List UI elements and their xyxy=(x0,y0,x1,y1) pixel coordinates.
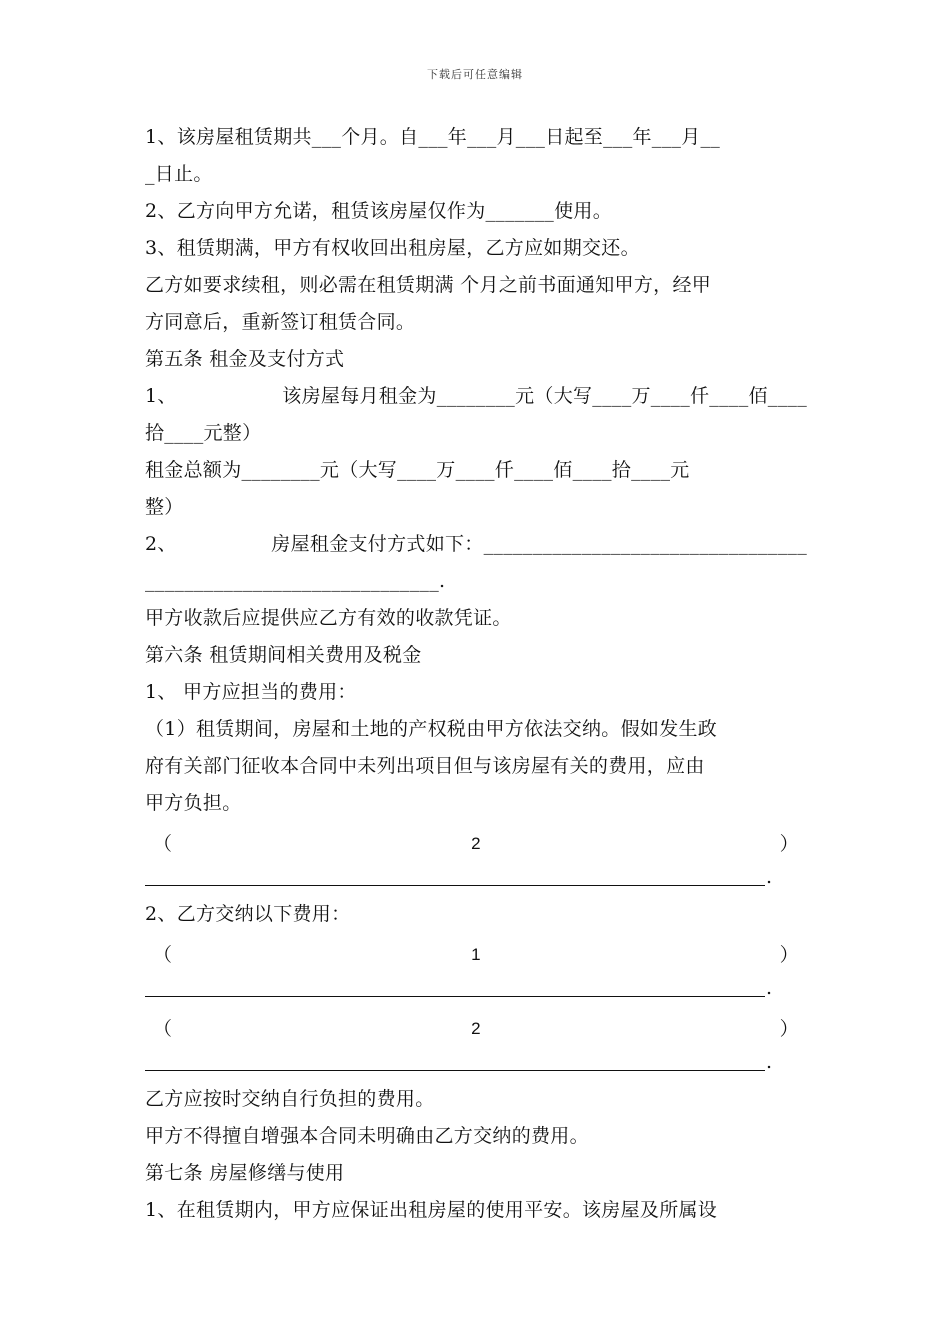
fill-in-blank-line xyxy=(145,1047,807,1084)
open-paren: （ xyxy=(153,1017,173,1040)
text-line xyxy=(145,529,807,566)
section-heading: 第六条 租赁期间相关费用及税金 xyxy=(145,644,422,666)
fill-in-blank-line xyxy=(145,973,807,1010)
text-line: _日止。 xyxy=(145,163,213,185)
text-line: 整） xyxy=(145,496,184,518)
document-body xyxy=(145,122,807,1232)
text-segment: 该房屋每月租金为________元（大写____万____仟____佰____ xyxy=(282,385,807,407)
text-segment: 房屋租金支付方式如下：_________________________________ xyxy=(271,533,807,555)
text-line: 方同意后，重新签订租赁合同。 xyxy=(145,311,416,333)
fill-in-blank-line xyxy=(145,862,807,899)
text-line xyxy=(145,381,807,418)
text-line xyxy=(145,455,807,492)
close-paren: ） xyxy=(779,832,799,855)
text-line: 3、租赁期满，甲方有权收回出租房屋，乙方应如期交还。 xyxy=(145,237,640,259)
numbered-blank-item xyxy=(145,936,807,973)
text-line: 府有关部门征收本合同中未列出项目但与该房屋有关的费用，应由 xyxy=(145,755,705,777)
item-number: 2 xyxy=(471,1018,481,1038)
close-paren: ） xyxy=(779,943,799,966)
period: . xyxy=(766,1051,773,1073)
numbered-blank-item xyxy=(145,825,807,862)
text-line: 甲方负担。 xyxy=(145,792,242,814)
close-paren: ） xyxy=(779,1017,799,1040)
underline xyxy=(145,996,765,997)
text-line: 乙方应按时交纳自行负担的费用。 xyxy=(145,1088,435,1110)
item-number: 1、 xyxy=(145,385,177,407)
text-line: 1、在租赁期内，甲方应保证出租房屋的使用平安。该房屋及所属设 xyxy=(145,1199,718,1221)
item-number: 1 xyxy=(471,944,481,964)
text-line: 乙方如要求续租，则必需在租赁期满 个月之前书面通知甲方，经甲 xyxy=(145,274,712,296)
open-paren: （ xyxy=(153,943,173,966)
item-number: 2 xyxy=(471,833,481,853)
text-line: 甲方收款后应提供应乙方有效的收款凭证。 xyxy=(145,607,512,629)
period: . xyxy=(766,866,773,888)
text-line: 甲方不得擅自增强本合同未明确由乙方交纳的费用。 xyxy=(145,1125,589,1147)
underline xyxy=(145,1070,765,1071)
section-heading: 第七条 房屋修缮与使用 xyxy=(145,1162,345,1184)
text-line: 拾____元整） xyxy=(145,422,262,444)
text-line: 2、乙方交纳以下费用： xyxy=(145,903,351,925)
open-paren: （ xyxy=(153,832,173,855)
item-number: 2、 xyxy=(145,533,177,555)
text-line: 1、该房屋租赁期共___个月。自___年___月___日起至___年___月__ xyxy=(145,126,721,148)
underline xyxy=(145,885,765,886)
text-line: 2、乙方向甲方允诺，租赁该房屋仅作为_______使用。 xyxy=(145,200,612,222)
section-heading: 第五条 租金及支付方式 xyxy=(145,348,345,370)
numbered-blank-item xyxy=(145,1010,807,1047)
period: . xyxy=(766,977,773,999)
page-header: 下载后可任意编辑 xyxy=(427,68,523,81)
text-line: 1、 甲方应担当的费用： xyxy=(145,681,357,703)
text-segment: 租金总额为________元（大写____万____仟____佰____拾____元 xyxy=(145,459,690,481)
text-line: （1）租赁期间，房屋和土地的产权税由甲方依法交纳。假如发生政 xyxy=(145,718,718,740)
text-line: ______________________________. xyxy=(145,570,446,592)
